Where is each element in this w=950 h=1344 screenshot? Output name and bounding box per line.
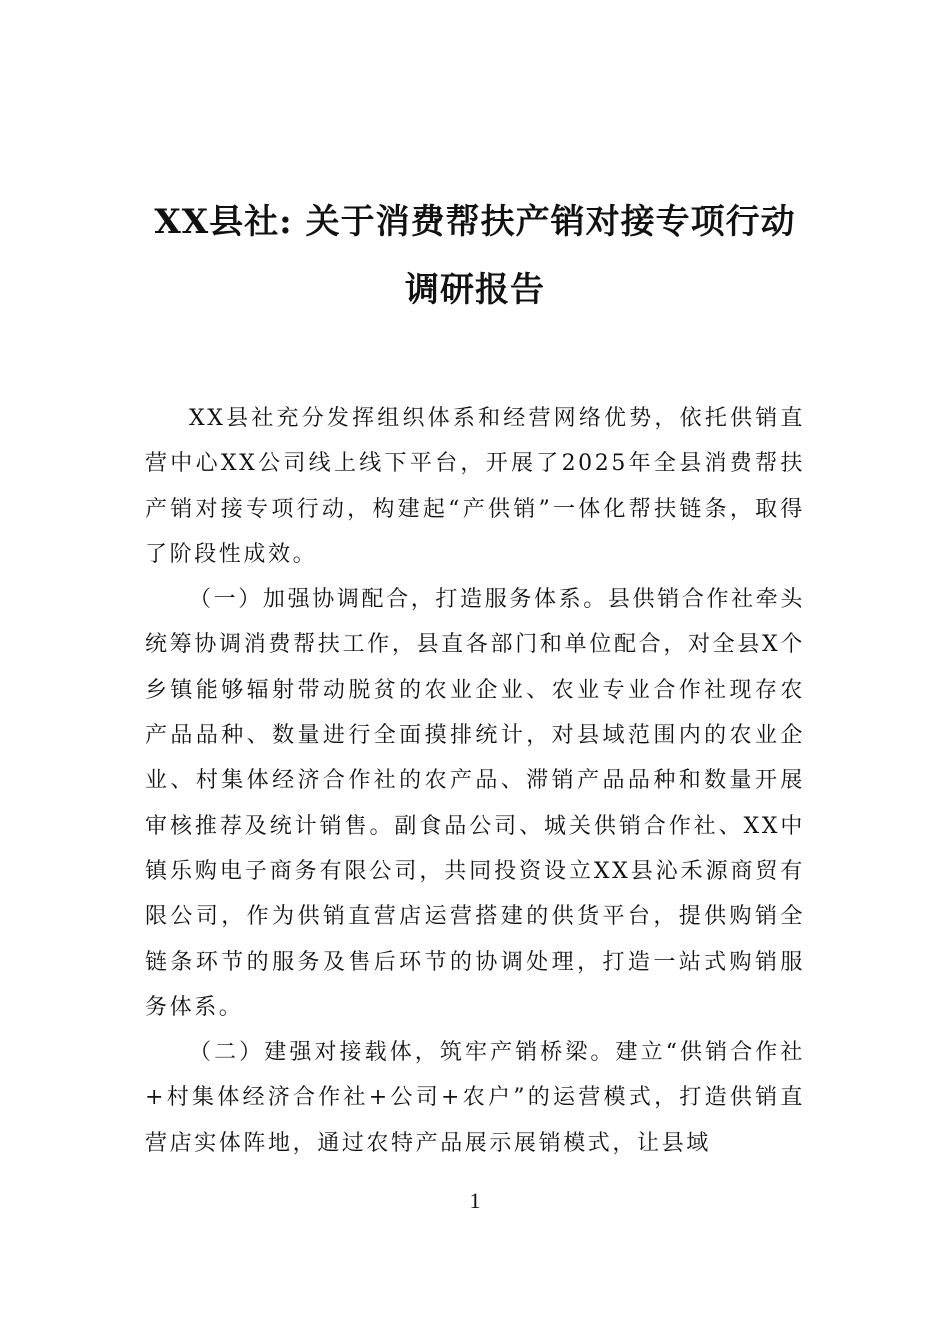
- document-title-line-1: XX县社: 关于消费帮扶产销对接专项行动: [154, 202, 796, 242]
- document-title-line-2: 调研报告: [405, 270, 545, 310]
- paragraph-section-2: （二）建强对接载体，筑牢产销桥梁。建立“供销合作社+村集体经济合作社+公司+农户”的运营模式，打造供销直营店实体阵地，通过农特产品展示展销模式，让县域: [145, 1040, 805, 1156]
- page-number: 1: [469, 1188, 481, 1213]
- document-body: [145, 396, 805, 1166]
- paragraph-intro: XX县社充分发挥组织体系和经营网络优势，依托供销直营中心XX公司线上线下平台，开展了2025年全县消费帮扶产销对接专项行动，构建起“产供销”一体化帮扶链条，取得了阶段性成效。: [145, 406, 805, 567]
- paragraph-section-1: （一）加强协调配合，打造服务体系。县供销合作社牵头统筹协调消费帮扶工作，县直各部门和单位配合，对全县X个乡镇能够辐射带动脱贫的农业企业、农业专业合作社现存农产品品种、数量进行全面摸排统计，对县域范围内的农业企业、村集体经济合作社的农产品、滞销产品品种和数量开展审核推荐及统计销售。副食品公司、城关供销合作社、XX中镇乐购电子商务有限公司，共同投资设立XX县沁禾源商贸有限公司，作为供销直营店运营搭建的供货平台，提供购销全链条环节的服务及售后环节的协调处理，打造一站式购销服务体系。: [145, 587, 805, 1020]
